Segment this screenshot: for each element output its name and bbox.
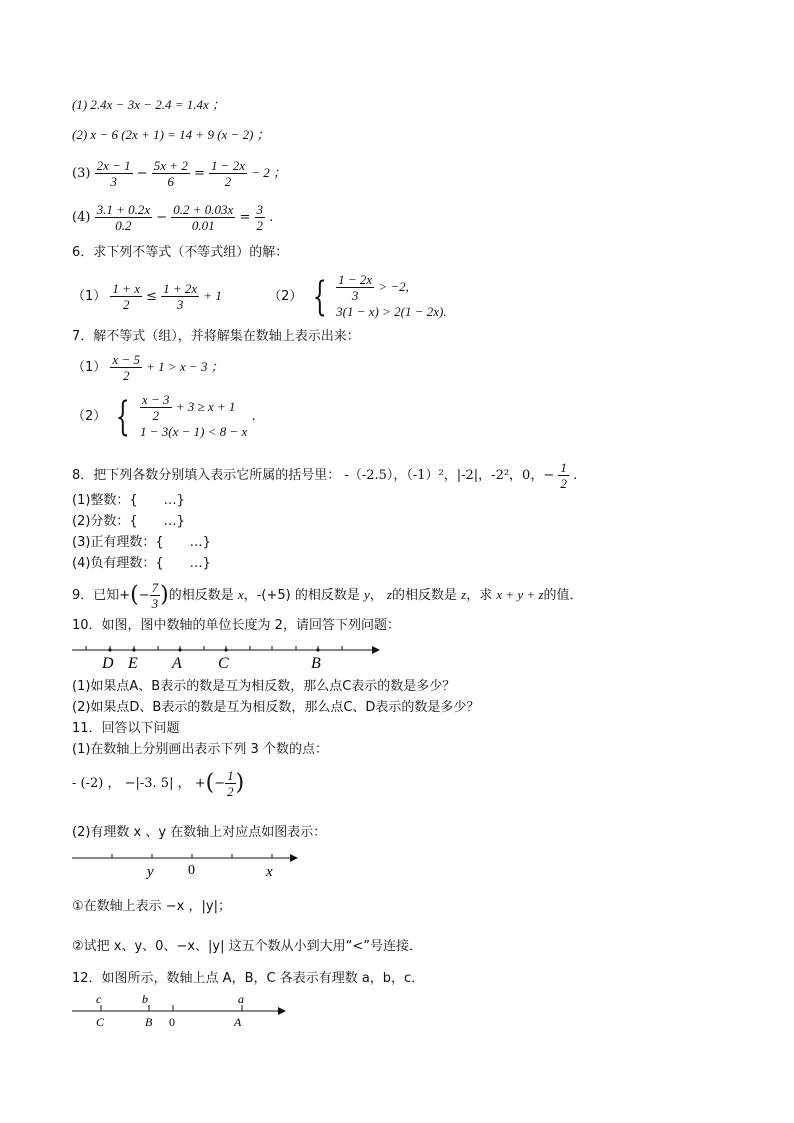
numerator: 5x + 2 xyxy=(153,158,188,173)
denominator: 6 xyxy=(167,174,175,189)
question-11-c2: ②试把 x、y、0、−x、|y| 这五个数从小到大用“<”号连接． xyxy=(72,939,422,954)
numerator: 3.1 + 0.2x xyxy=(96,202,151,217)
var-x: x xyxy=(237,587,244,602)
period: . xyxy=(251,409,256,424)
point-dot xyxy=(316,648,319,651)
denominator: 3 xyxy=(176,297,184,312)
question-11-sub-2: (2)有理数 x 、y 在数轴上对应点如图表示： xyxy=(72,825,327,840)
number-list: -（-2.5），（-1）²，|-2|，-2²，0，− xyxy=(344,468,555,483)
question-11-title: 11．回答以下问题 xyxy=(72,721,180,736)
denominator: 3 xyxy=(351,288,359,303)
text: 9．已知+ xyxy=(72,588,131,603)
part-label: （1） xyxy=(72,360,107,375)
fraction xyxy=(95,202,153,233)
fraction xyxy=(161,281,199,312)
inequality-system xyxy=(336,272,446,321)
label-zero: 0 xyxy=(169,1015,175,1028)
numerator: 7 xyxy=(151,580,159,595)
numerator: 1 − 2x xyxy=(211,158,246,173)
tail: + 3 ≥ x + 1 xyxy=(175,399,236,414)
fraction xyxy=(150,580,161,611)
fraction xyxy=(171,202,235,233)
label-a-upper: A xyxy=(234,1015,242,1028)
point-dot xyxy=(108,648,111,651)
axis-label-y: y xyxy=(147,864,154,880)
axis-label-x: x xyxy=(266,864,273,880)
text: ，-(+5) 的相反数是 xyxy=(243,588,360,603)
inequality: 3(1 − x) > 2(1 − 2x). xyxy=(336,304,447,319)
question-11-sub-1: (1)在数轴上分别画出表示下列 3 个数的点： xyxy=(72,742,328,757)
category-positive-rational: (3)正有理数：{ …} xyxy=(72,535,211,550)
label-a-lower: a xyxy=(238,992,244,1006)
numerator: 1 xyxy=(560,460,567,475)
part-label: （1） xyxy=(72,289,107,304)
denominator: 0.01 xyxy=(191,218,215,233)
denominator: 2 xyxy=(224,174,232,189)
label: (4) xyxy=(72,210,91,225)
equation-4: (4) $\frac{3.1 + 0.2x}{0.2}$ − $\frac{0.2 + 0.03x}{0.01}$ = $\frac{3}{2}$ . xyxy=(72,202,274,233)
question-7-part-2 xyxy=(72,392,256,441)
numerator: 3 xyxy=(256,202,263,217)
question-10-item-1: (1)如果点A、B表示的数是互为相反数，那么点C表示的数是多少？ xyxy=(72,679,456,694)
denominator: 2 xyxy=(122,297,130,312)
category-integer: (1)整数：{ …} xyxy=(72,493,185,508)
tail: > −2, xyxy=(378,279,409,294)
fraction xyxy=(255,202,266,233)
tail: . xyxy=(269,210,274,225)
label: (3) xyxy=(72,166,91,181)
category-negative-rational: (4)负有理数：{ …} xyxy=(72,556,211,571)
category-fraction: (2)分数：{ …} xyxy=(72,514,185,529)
question-8-title xyxy=(72,460,577,491)
equation-1: (1) 2.4x − 3x − 2.4 = 1.4x ； xyxy=(72,97,226,112)
fraction xyxy=(110,352,142,383)
var-z: z xyxy=(461,587,467,602)
question-11-numbers: - (-2) ， −|-3. 5| ， +(− $\frac{1}{2}$ ) xyxy=(72,768,245,799)
question-7-part-1 xyxy=(72,352,224,383)
label-c-upper: C xyxy=(96,1015,105,1028)
numerator: 0.2 + 0.03x xyxy=(173,202,234,217)
tail: − 2 ； xyxy=(251,165,286,180)
question-6-title: 6．求下列不等式（不等式组）的解： xyxy=(72,245,289,260)
numerator: 1 − 2x xyxy=(338,272,373,287)
point-label-e: E xyxy=(128,655,138,672)
denominator: 0.2 xyxy=(115,218,132,233)
denominator: 2 xyxy=(256,218,263,233)
fraction xyxy=(558,460,569,491)
question-10-item-2: (2)如果点D、B表示的数是互为相反数，那么点C、D表示的数是多少？ xyxy=(72,700,480,715)
text: ，求 xyxy=(466,588,493,603)
tail: + 1 > x − 3 ； xyxy=(146,359,224,374)
denominator: 2 xyxy=(122,368,130,383)
number-line-10 xyxy=(70,638,390,674)
point-dot xyxy=(178,648,181,651)
inequality: 1 − 3(x − 1) < 8 − x xyxy=(140,424,248,439)
system-brace: { xyxy=(116,393,131,440)
point-dot xyxy=(224,648,227,651)
fraction xyxy=(152,158,190,189)
number-line-11 xyxy=(70,848,310,882)
tail: + 1 xyxy=(203,288,222,303)
text: ， xyxy=(369,588,383,603)
part-label: （2） xyxy=(268,289,303,304)
point-label-b: B xyxy=(311,655,321,672)
question-9: 9．已知+(− $\frac{7}{3}$ )的相反数是 x，-(+5) 的相反数是 y， z的相反数是 z，求 x + y + z的值． xyxy=(72,580,583,611)
part-label: （2） xyxy=(72,409,107,424)
text: 的相反数是 xyxy=(168,588,234,603)
fraction xyxy=(95,158,133,189)
denominator: 2 xyxy=(152,408,160,423)
point-label-c: C xyxy=(218,655,229,672)
fraction xyxy=(336,272,374,303)
point-label-a: A xyxy=(172,655,182,672)
equation-3: (3) $\frac{2x - 1}{3}$ − $\frac{5x + 2}{6}$ = $\frac{1 - 2x}{2}$ − 2 ； xyxy=(72,158,286,189)
number-list: - (-2) ， −|-3. 5| ， + xyxy=(72,776,206,791)
fraction xyxy=(140,392,172,423)
var-z: z xyxy=(386,587,392,602)
question-12-title: 12．如图所示，数轴上点 A，B，C 各表示有理数 a，b，c． xyxy=(72,971,425,986)
expression: x + y + z xyxy=(496,587,544,602)
question-11-c1: ①在数轴上表示 −x ，|y|； xyxy=(72,899,231,914)
point-label-d: D xyxy=(102,655,114,672)
number-line-12 xyxy=(70,990,300,1028)
text: 的相反数是 xyxy=(391,588,457,603)
numerator: x − 5 xyxy=(112,352,140,367)
fraction xyxy=(209,158,247,189)
denominator: 2 xyxy=(560,476,567,491)
label-b-lower: b xyxy=(142,992,148,1006)
question-7-title: 7．解不等式（组），并将解集在数轴上表示出来： xyxy=(72,329,360,344)
text: 的值． xyxy=(543,588,583,603)
denominator: 3 xyxy=(151,596,159,611)
denominator: 3 xyxy=(110,174,117,189)
numerator: 1 + x xyxy=(112,281,140,296)
var-y: y xyxy=(363,587,370,602)
numerator: x − 3 xyxy=(142,392,170,407)
period: . xyxy=(573,468,578,483)
numerator: 1 xyxy=(227,768,234,783)
numerator: 1 + 2x xyxy=(163,281,198,296)
title: 8．把下列各数分别填入表示它所属的括号里： xyxy=(72,468,341,483)
fraction xyxy=(225,768,236,799)
system-brace: { xyxy=(312,273,327,320)
inequality-system xyxy=(140,392,247,441)
denominator: 2 xyxy=(227,784,234,799)
label-c-lower: c xyxy=(96,992,102,1006)
axis-label-zero: 0 xyxy=(188,863,195,878)
numerator: 2x − 1 xyxy=(96,158,131,173)
equation-2: (2) x − 6 (2x + 1) = 14 + 9 (x − 2) ； xyxy=(72,127,270,142)
question-6-parts: （1） $\frac{1 + x}{2}$ ≤ $\frac{1 + 2x}{3}$ + 1 （2） { $\frac{1 - 2x}{3}$ > −2, 3(1 − x) > 2(1 − 2x). xyxy=(72,272,447,320)
fraction xyxy=(110,281,142,312)
label-b-upper: B xyxy=(145,1015,153,1028)
question-10-title: 10．如图，图中数轴的单位长度为 2，请回答下列问题： xyxy=(72,618,400,633)
point-dot xyxy=(132,648,135,651)
